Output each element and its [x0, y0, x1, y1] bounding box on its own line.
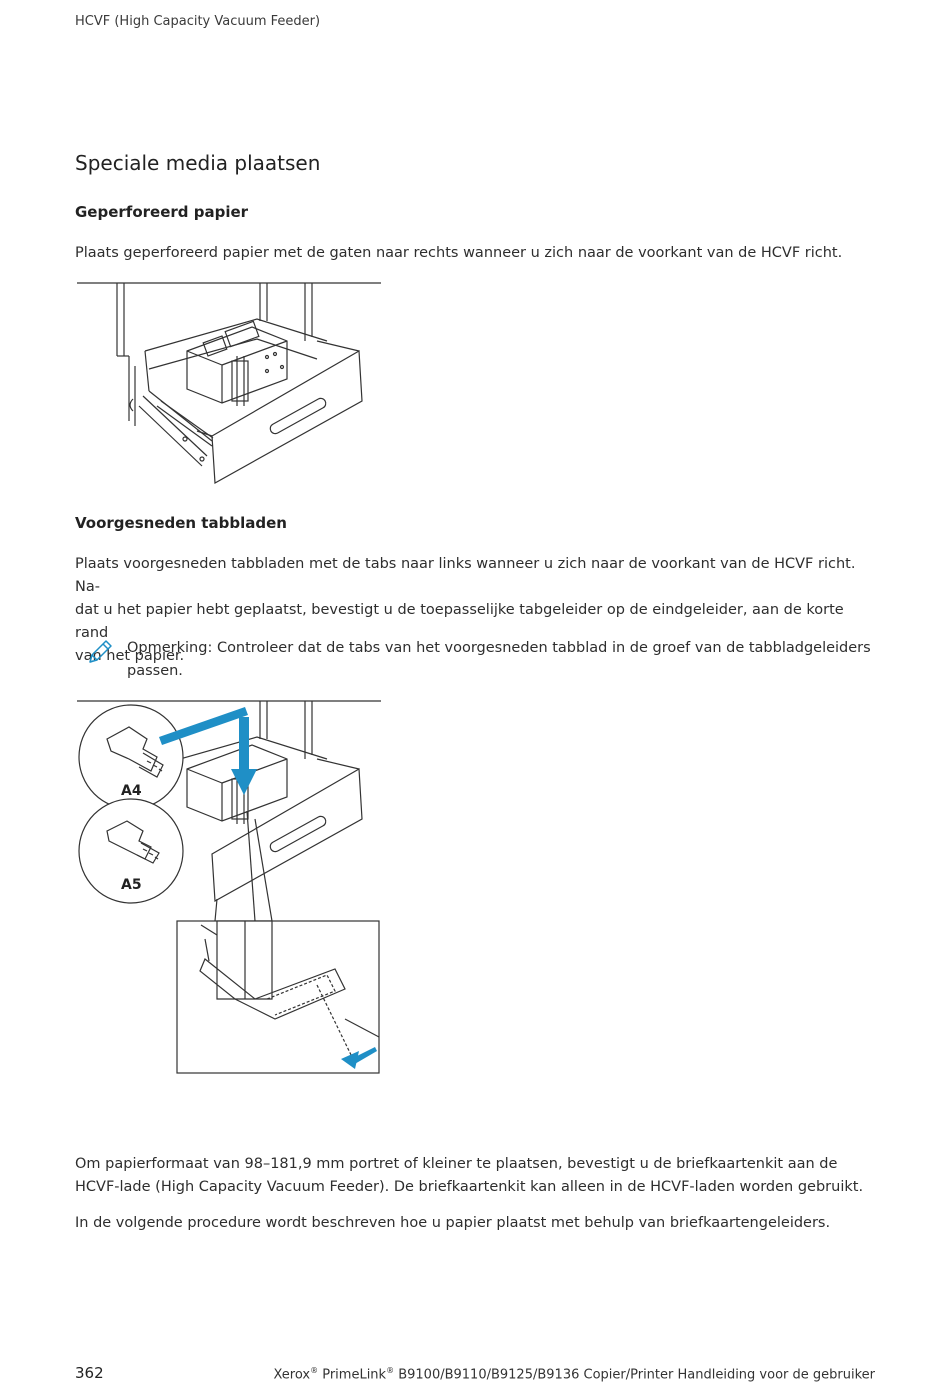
callout-label-a4: A4	[121, 783, 142, 799]
footer-registered-mark-2: ®	[386, 1366, 395, 1375]
footer-product-name: PrimeLink	[318, 1367, 387, 1383]
tray-tabbed-illustration	[77, 699, 381, 1075]
note-text	[127, 637, 872, 683]
footer-registered-mark: ®	[310, 1366, 319, 1375]
running-header: HCVF (High Capacity Vacuum Feeder)	[75, 14, 321, 29]
footer-brand: Xerox	[273, 1367, 311, 1383]
perforated-paper-text: Plaats geperforeerd papier met de gaten naar rechts wanneer u zich naar de voorkant van de HCVF richt.	[75, 245, 843, 261]
heading-perforated-paper: Geperforeerd papier	[75, 203, 249, 221]
pretabbed-text-line-3: van het papier.	[75, 648, 185, 664]
footer-models: B9100/B9110/B9125/B9136 Copier/Printer Handleiding voor de gebruiker	[394, 1367, 875, 1383]
postcard-text	[75, 1153, 875, 1199]
note-text-line-1: Opmerking: Controleer dat de tabs van het voorgesneden tabblad in de groef van de tabbladgeleiders	[127, 640, 871, 656]
callout-label-a5: A5	[121, 877, 142, 893]
postcard-text-line-2: HCVF-lade (High Capacity Vacuum Feeder). De briefkaartenkit kan alleen in de HCVF-laden worden gebruikt.	[75, 1179, 864, 1195]
footer-document-title	[273, 1366, 875, 1382]
page-number: 362	[75, 1364, 104, 1382]
note-pencil-icon	[86, 638, 114, 666]
pretabbed-text-line-2: dat u het papier hebt geplaatst, bevestigt u de toepasselijke tabgeleider op de eindgeleider, aan de korte rand	[75, 602, 844, 641]
tray-perforated-illustration	[77, 281, 381, 485]
procedure-text: In de volgende procedure wordt beschreven hoe u papier plaatst met behulp van briefkaartengeleiders.	[75, 1215, 831, 1231]
pretabbed-text-line-1: Plaats voorgesneden tabbladen met de tabs naar links wanneer u zich naar de voorkant van de HCVF richt. Na-	[75, 556, 856, 595]
heading-pretabbed-dividers: Voorgesneden tabbladen	[75, 514, 287, 532]
postcard-text-line-1: Om papierformaat van 98–181,9 mm portret of kleiner te plaatsen, bevestigt u de briefkaartenkit aan de	[75, 1156, 838, 1172]
section-title: Speciale media plaatsen	[75, 151, 321, 175]
note-text-line-2: passen.	[127, 663, 183, 679]
